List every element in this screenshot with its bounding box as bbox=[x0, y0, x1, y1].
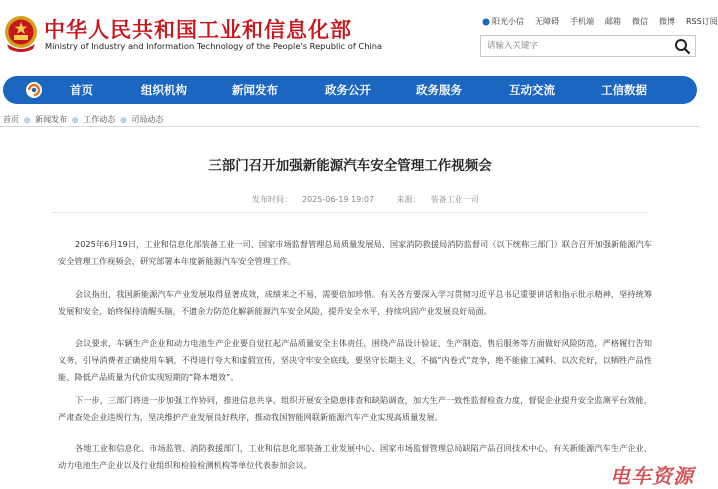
article-paragraph: 会议要求，车辆生产企业和动力电池生产企业要自觉扛起产品质量安全主体责任，围绕产品设计验证、生产制造、售后服务等方面做好风险防范，严格履行告知义务，引导消费者正确使用车辆，不得进行夸大和虚假宣传，坚决守牢安全底线，要坚守长期主义，不搞“内卷式”竞争，绝不能偷工减料、以次充好，以牺牲产品性能、降低产品质量为代价实现短期的“降本增效”。 bbox=[58, 338, 652, 382]
nav-item-interaction[interactable]: 互动交流 bbox=[509, 83, 555, 97]
top-link-label: 邮箱 bbox=[605, 17, 621, 26]
breadcrumb-home[interactable]: 首页 bbox=[3, 115, 19, 124]
breadcrumb-news[interactable]: 新闻发布 bbox=[35, 115, 68, 124]
site-header bbox=[0, 0, 718, 72]
article-paragraph: 2025年6月19日，工业和信息化部装备工业一司、国家市场监督管理总局质量发展局、国家消防救援局消防监督司（以下统称三部门）联合召开加强新能源汽车安全管理工作视频会，研究部署本年度新能源汽车安全管理工作。 bbox=[58, 239, 652, 266]
publish-date-label: 发布时间： bbox=[252, 195, 292, 204]
article-paragraph: 下一步，三部门将进一步加强工作协同，推进信息共享，组织开展安全隐患排查和缺陷调查，加大生产一致性监督检查力度，督促企业提升安全监测平台效能，严肃查处企业违规行为，坚决维护产业发展良好秩序，推动我国智能网联新能源汽车产业实现高质量发展。 bbox=[58, 395, 652, 422]
source-value: 装备工业一司 bbox=[430, 195, 479, 204]
nav-item-news[interactable]: 新闻发布 bbox=[232, 83, 278, 97]
publish-date bbox=[252, 195, 384, 204]
main-nav bbox=[3, 76, 697, 104]
top-link-label: RSS订阅 bbox=[686, 17, 718, 26]
top-link-weibo[interactable] bbox=[659, 16, 675, 27]
accessibility-icon bbox=[482, 18, 490, 26]
top-links bbox=[482, 16, 718, 27]
top-link-label: 无障碍 bbox=[535, 17, 559, 26]
article-meta bbox=[252, 194, 499, 205]
nav-item-gov-affairs[interactable]: 政务公开 bbox=[325, 83, 371, 97]
top-link-wechat[interactable] bbox=[632, 16, 648, 27]
nav-item-home[interactable]: 首页 bbox=[70, 83, 93, 97]
breadcrumb-bureau-updates[interactable]: 司局动态 bbox=[131, 115, 164, 124]
search-box bbox=[480, 35, 696, 57]
breadcrumb-separator-icon: ◎ bbox=[24, 115, 31, 124]
national-emblem-icon[interactable] bbox=[3, 14, 39, 54]
top-link-label: 微信 bbox=[632, 17, 648, 26]
nav-item-gov-services[interactable]: 政务服务 bbox=[416, 83, 462, 97]
article-title: 三部门召开加强新能源汽车安全管理工作视频会 bbox=[208, 158, 492, 174]
divider bbox=[0, 126, 700, 127]
top-link-label: 阳光小信 bbox=[492, 17, 524, 26]
top-link-label: 微博 bbox=[659, 17, 675, 26]
article-paragraph: 会议指出，我国新能源汽车产业发展取得显著成效，成绩来之不易，需要倍加珍惜。有关各方要深入学习贯彻习近平总书记重要讲话和指示批示精神，坚持统筹发展和安全，始终保持清醒头脑，不遗余力防范化解新能源汽车安全风险，提升安全水平，持续巩固产业发展良好局面。 bbox=[58, 289, 652, 316]
top-link-barrier-free[interactable] bbox=[535, 16, 559, 27]
article-paragraph: 各地工业和信息化、市场监管、消防救援部门，工业和信息化部装备工业发展中心、国家市场监督管理总局缺陷产品召回技术中心，有关新能源汽车生产企业、动力电池生产企业以及行业组织和检验检测机构等单位代表参加会议。 bbox=[58, 443, 652, 470]
breadcrumb-work-updates[interactable]: 工作动态 bbox=[83, 115, 116, 124]
top-link-rss[interactable] bbox=[686, 16, 718, 27]
watermark: 电车资源 bbox=[610, 464, 694, 488]
breadcrumb-separator-icon: ◎ bbox=[72, 115, 79, 124]
ministry-logo-icon bbox=[25, 81, 43, 99]
top-link-mail[interactable] bbox=[605, 16, 621, 27]
top-link-label: 手机端 bbox=[570, 17, 594, 26]
divider bbox=[52, 212, 648, 213]
top-link-sunshine[interactable] bbox=[482, 16, 524, 27]
breadcrumb-separator-icon: ◎ bbox=[120, 115, 127, 124]
search-input[interactable] bbox=[487, 36, 663, 56]
article-source bbox=[397, 195, 489, 204]
site-title: 中华人民共和国工业和信息化部 bbox=[44, 18, 352, 42]
site-subtitle: Ministry of Industry and Information Technology of the People's Republic of China bbox=[45, 41, 383, 51]
search-icon[interactable] bbox=[674, 38, 691, 55]
top-link-mobile[interactable] bbox=[570, 16, 594, 27]
nav-item-organization[interactable]: 组织机构 bbox=[141, 83, 187, 97]
source-label: 来源： bbox=[396, 195, 421, 204]
nav-item-data[interactable]: 工信数据 bbox=[601, 83, 647, 97]
publish-date-value: 2025-06-19 19:07 bbox=[302, 195, 375, 204]
breadcrumb bbox=[3, 114, 163, 125]
